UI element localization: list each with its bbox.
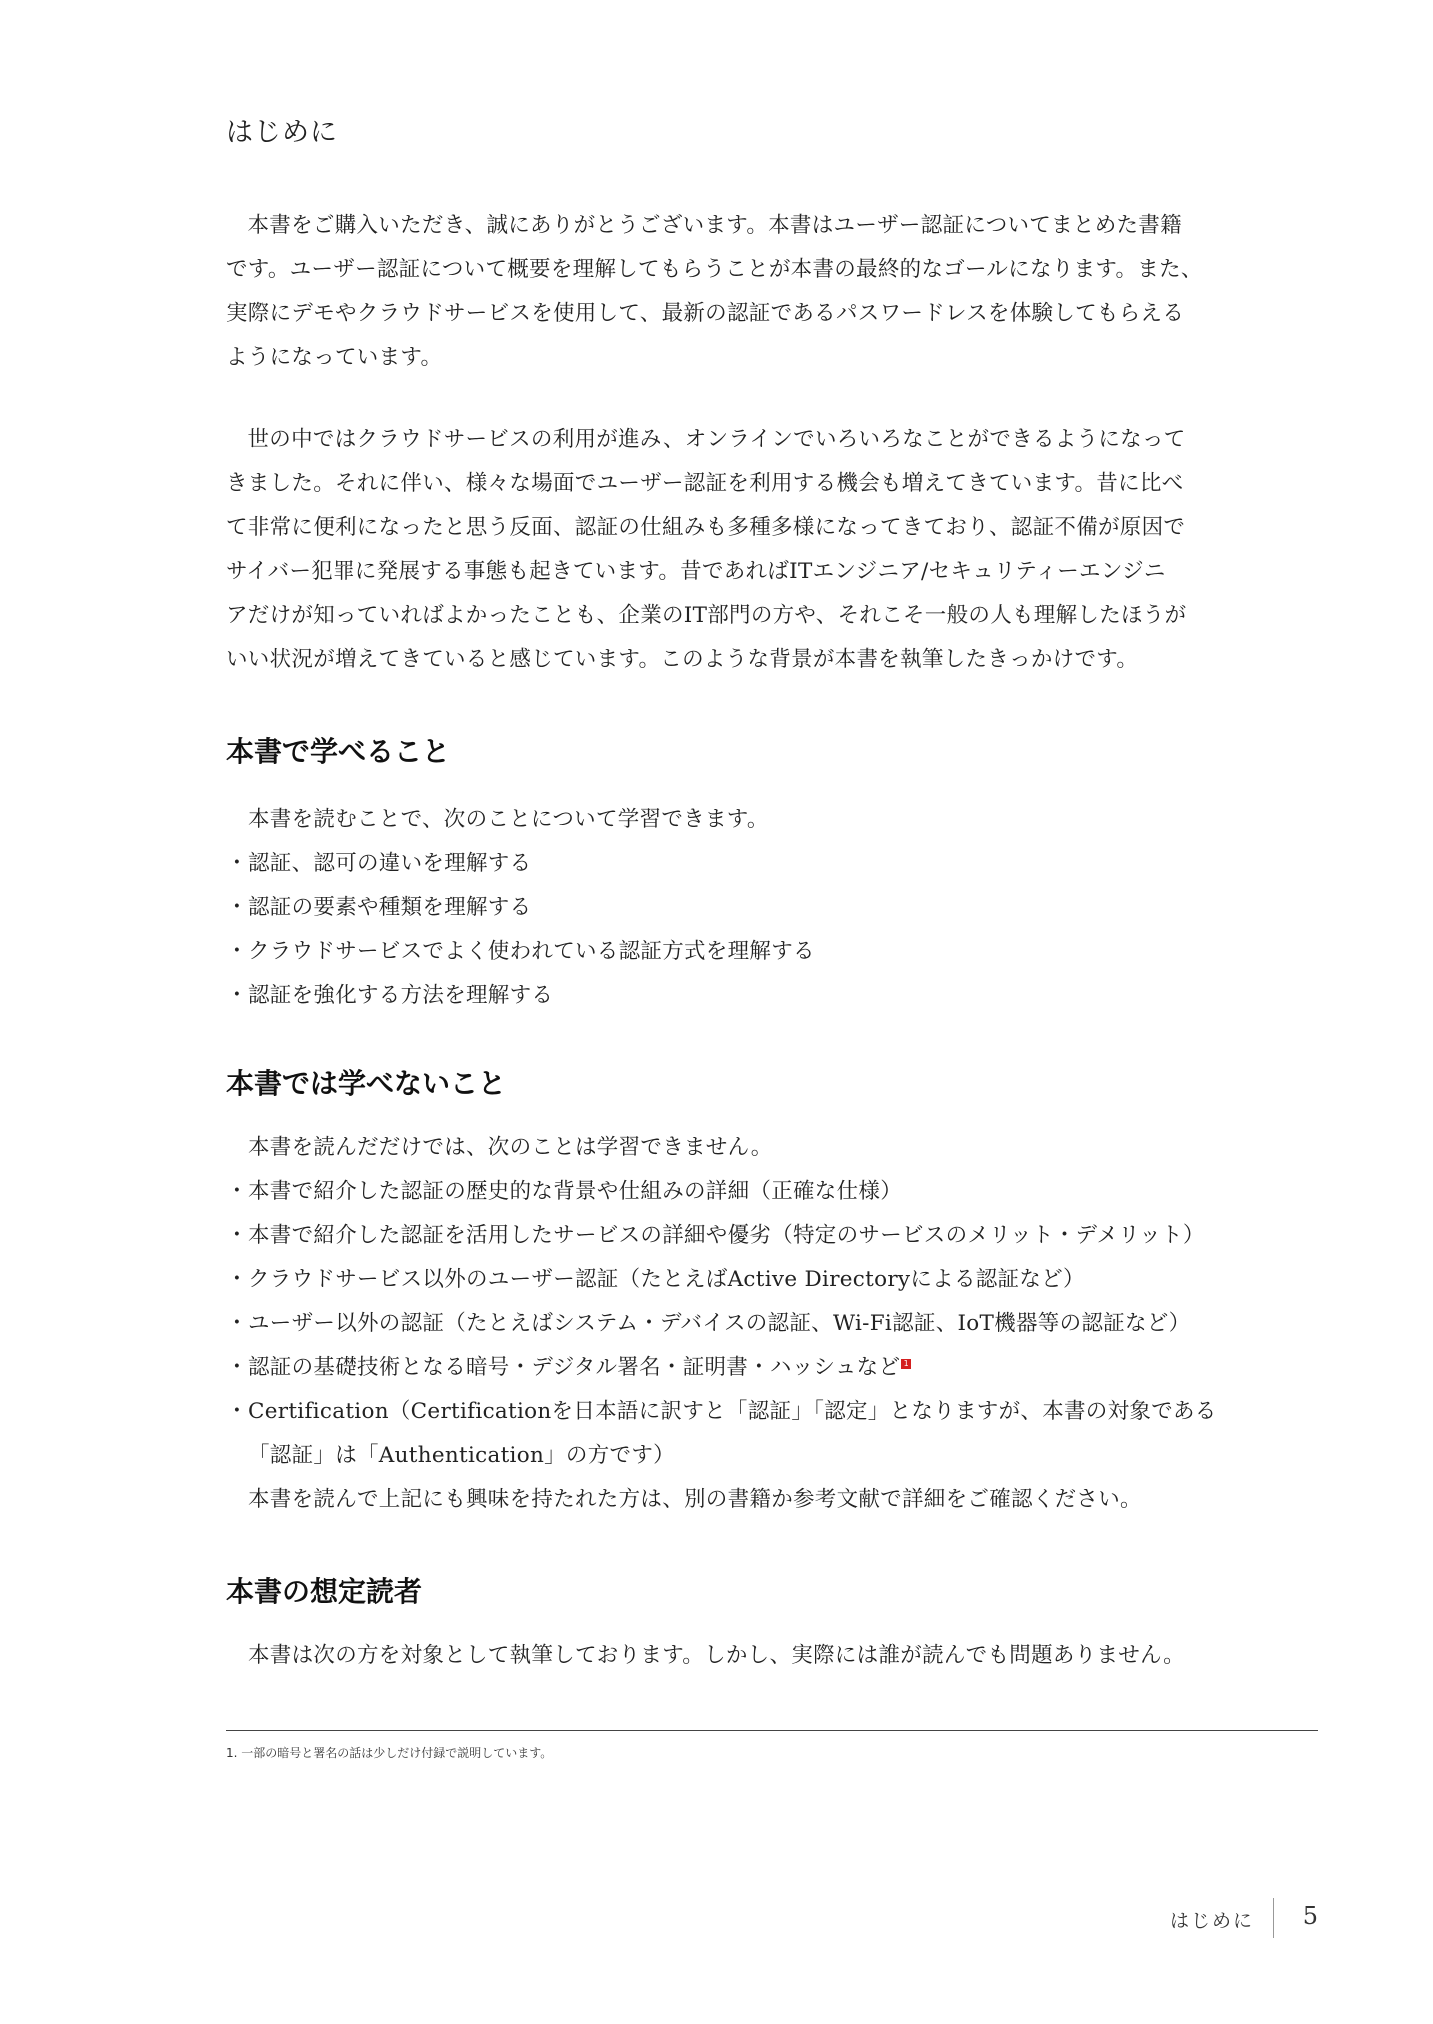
bullet-glyph: ・ (226, 1399, 248, 1424)
bullet-glyph: ・ (226, 1267, 248, 1292)
list-item: ・クラウドサービス以外のユーザー認証（たとえばActive Directoryによる認証など） (226, 1258, 1318, 1302)
learn-list (226, 798, 1318, 1018)
list-item-continuation: 「認証」は「Authentication」の方です） (248, 1443, 675, 1468)
list-item: ・認証の基礎技術となる暗号・デジタル署名・証明書・ハッシュなど 1 (226, 1346, 1318, 1390)
paragraph-line: です。ユーザー認証について概要を理解してもらうことが本書の最終的なゴールになります。また、 (226, 257, 1203, 282)
readers-block (248, 1634, 1318, 1678)
section-title-learn: 本書で学べること (226, 735, 451, 768)
intro-paragraph-1 (226, 204, 1318, 380)
bullet-glyph: ・ (226, 851, 248, 876)
footnote-reference[interactable]: 1 (901, 1359, 911, 1369)
paragraph-line: サイバー犯罪に発展する事態も起きています。昔であればITエンジニア/セキュリティーエンジニ (226, 559, 1166, 584)
bullet-glyph: ・ (226, 983, 248, 1008)
bullet-glyph: ・ (226, 1355, 248, 1380)
list-item: ・本書で紹介した認証を活用したサービスの詳細や優劣（特定のサービスのメリット・デメリット） (226, 1214, 1318, 1258)
chapter-title: はじめに (226, 117, 338, 148)
page-number: 5 (1302, 1902, 1318, 1930)
list-item: ・ユーザー以外の認証（たとえばシステム・デバイスの認証、Wi-Fi認証、IoT機器等の認証など） (226, 1302, 1318, 1346)
section-closing: 本書を読んで上記にも興味を持たれた方は、別の書籍か参考文献で詳細をご確認ください。 (248, 1487, 1142, 1512)
section-lead: 本書は次の方を対象として執筆しております。しかし、実際には誰が読んでも問題ありません。 (248, 1643, 1185, 1668)
bullet-glyph: ・ (226, 1179, 248, 1204)
list-item: ・クラウドサービスでよく使われている認証方式を理解する (226, 930, 1318, 974)
paragraph-line: て非常に便利になったと思う反面、認証の仕組みも多種多様になってきており、認証不備が原因で (226, 515, 1186, 540)
paragraph-line: いい状況が増えてきていると感じています。このような背景が本書を執筆したきっかけです。 (226, 647, 1139, 672)
paragraph-line: 本書をご購入いただき、誠にありがとうございます。本書はユーザー認証についてまとめた書籍 (247, 213, 1182, 238)
paragraph-line: きました。それに伴い、様々な場面でユーザー認証を利用する機会も増えてきています。昔に比べ (226, 471, 1184, 496)
bullet-glyph: ・ (226, 1223, 248, 1248)
not-learn-list (226, 1126, 1318, 1522)
paragraph-line: 世の中ではクラウドサービスの利用が進み、オンラインでいろいろなことができるようになって (247, 427, 1186, 452)
footnote-divider (226, 1730, 1318, 1731)
footer-divider (1273, 1898, 1274, 1938)
paragraph-line: 実際にデモやクラウドサービスを使用して、最新の認証であるパスワードレスを体験してもらえる (226, 301, 1185, 326)
running-footer (226, 1898, 1318, 1938)
section-title-not-learn: 本書では学べないこと (226, 1067, 507, 1100)
bullet-glyph: ・ (226, 1311, 248, 1336)
section-lead: 本書を読むことで、次のことについて学習できます。 (248, 807, 769, 832)
bullet-glyph: ・ (226, 939, 248, 964)
running-title: はじめに (1169, 1910, 1254, 1932)
list-item: ・認証を強化する方法を理解する (226, 974, 1318, 1018)
intro-paragraph-2 (226, 418, 1318, 682)
paragraph-line: ようになっています。 (226, 345, 443, 370)
section-lead: 本書を読んだだけでは、次のことは学習できません。 (248, 1135, 773, 1160)
section-title-readers: 本書の想定読者 (226, 1575, 423, 1608)
footnote: 1. 一部の暗号と署名の話は少しだけ付録で説明しています。 (226, 1746, 553, 1760)
paragraph-line: アだけが知っていればよかったことも、企業のIT部門の方や、それこそ一般の人も理解したほうが (226, 603, 1187, 628)
list-item: ・本書で紹介した認証の歴史的な背景や仕組みの詳細（正確な仕様） (226, 1170, 1318, 1214)
list-item: ・認証、認可の違いを理解する (226, 842, 1318, 886)
list-item: ・Certification（Certificationを日本語に訳すと「認証」「認定」となりますが、本書の対象である (226, 1390, 1318, 1434)
list-item: ・認証の要素や種類を理解する (226, 886, 1318, 930)
bullet-glyph: ・ (226, 895, 248, 920)
